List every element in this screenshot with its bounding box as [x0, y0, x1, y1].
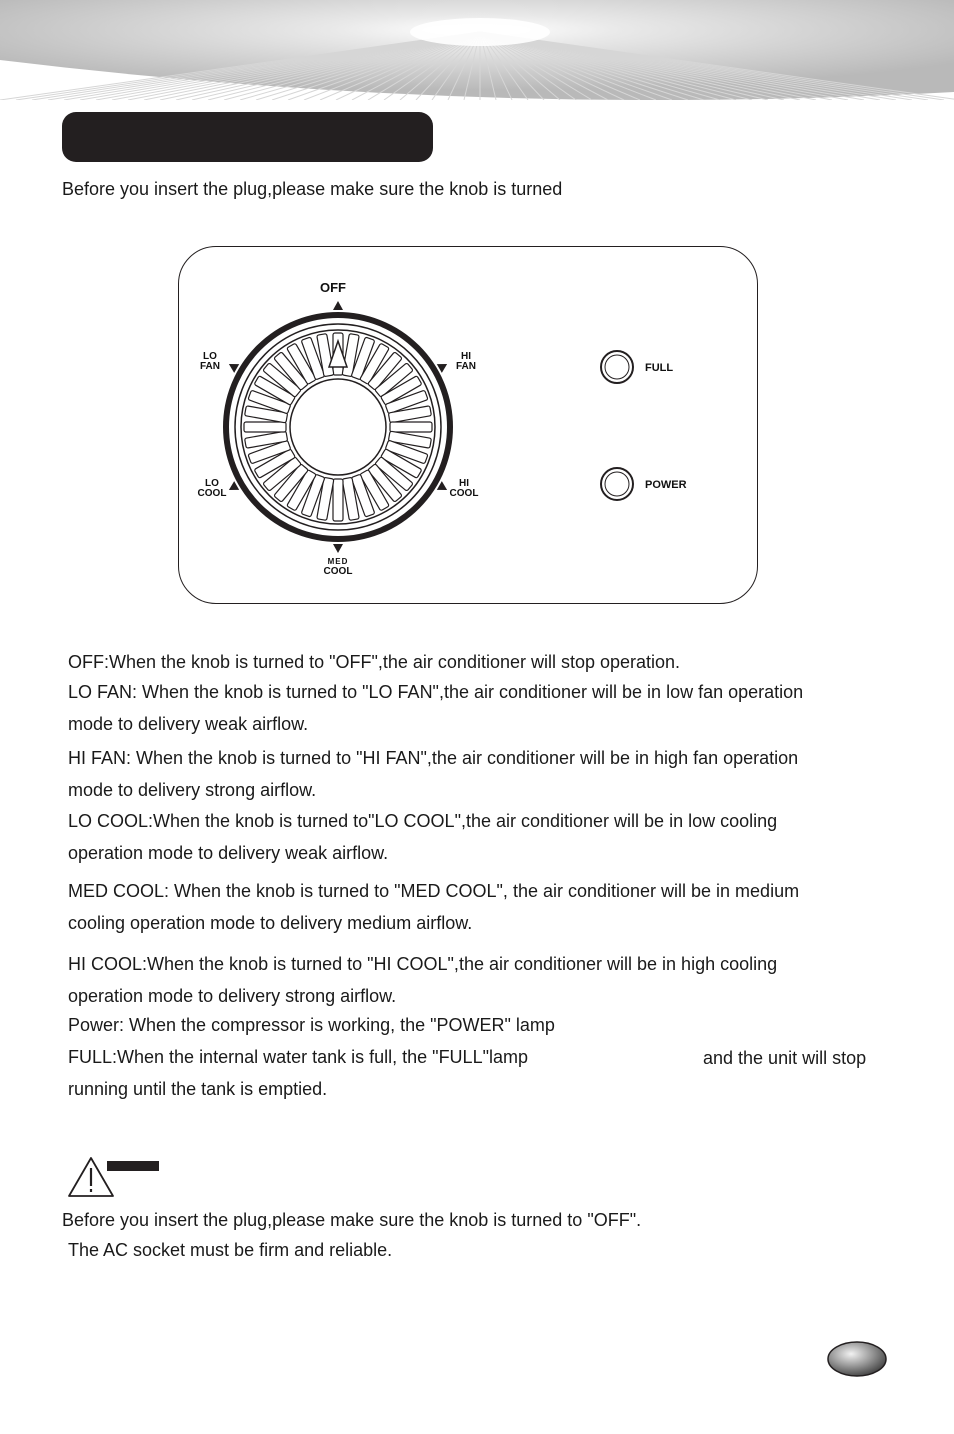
power-lamp-label: POWER	[645, 479, 687, 491]
knob-label-hi-cool: HI COOL	[449, 478, 479, 499]
page-number-oval	[826, 1340, 888, 1378]
desc-full-line1: FULL:When the internal water tank is full, the "FULL"lamp	[68, 1047, 528, 1067]
warning-line1: Before you insert the plug,please make sure the knob is turned to "OFF".	[62, 1210, 642, 1230]
desc-full-line1-right: and the unit will stop	[703, 1048, 867, 1068]
desc-power: Power: When the compressor is working, the "POWER" lamp	[68, 1015, 555, 1035]
warning-line2: The AC socket must be firm and reliable.	[68, 1240, 393, 1260]
desc-full-line2: running until the tank is emptied.	[68, 1079, 328, 1099]
desc-hi-fan-line2: mode to delivery strong airflow.	[68, 780, 317, 800]
intro-text: Before you insert the plug,please make sure the knob is turned	[62, 179, 563, 199]
control-panel-diagram	[178, 246, 758, 604]
desc-lo-fan-line1: LO FAN: When the knob is turned to "LO FAN",the air conditioner will be in low fan operation	[68, 682, 804, 702]
desc-med-cool-line2: cooling operation mode to delivery medium airflow.	[68, 913, 473, 933]
desc-med-cool-line1: MED COOL: When the knob is turned to "MED COOL", the air conditioner will be in medium	[68, 881, 800, 901]
knob-label-lo-cool: LO COOL	[197, 478, 227, 499]
warning-label-bar	[107, 1161, 159, 1171]
knob-label-med-cool: MED COOL	[323, 557, 353, 577]
desc-lo-cool-line1: LO COOL:When the knob is turned to"LO COOL",the air conditioner will be in low cooling	[68, 811, 778, 831]
knob-label-off: OFF	[320, 280, 346, 295]
desc-lo-fan-line2: mode to delivery weak airflow.	[68, 714, 309, 734]
knob-drawing	[179, 247, 759, 605]
knob-label-lo-fan: LO FAN	[200, 351, 220, 372]
section-title-bar	[62, 112, 433, 162]
desc-hi-fan-line1: HI FAN: When the knob is turned to "HI FAN",the air conditioner will be in high fan operation	[68, 748, 799, 768]
knob-label-hi-fan: HI FAN	[456, 351, 476, 372]
desc-off: OFF:When the knob is turned to "OFF",the air conditioner will stop operation.	[68, 652, 681, 672]
full-lamp-label: FULL	[645, 362, 674, 374]
desc-hi-cool-line2: operation mode to delivery strong airflow.	[68, 986, 397, 1006]
desc-lo-cool-line2: operation mode to delivery weak airflow.	[68, 843, 389, 863]
desc-hi-cool-line1: HI COOL:When the knob is turned to "HI COOL",the air conditioner will be in high cooling	[68, 954, 778, 974]
header-banner	[0, 0, 954, 100]
